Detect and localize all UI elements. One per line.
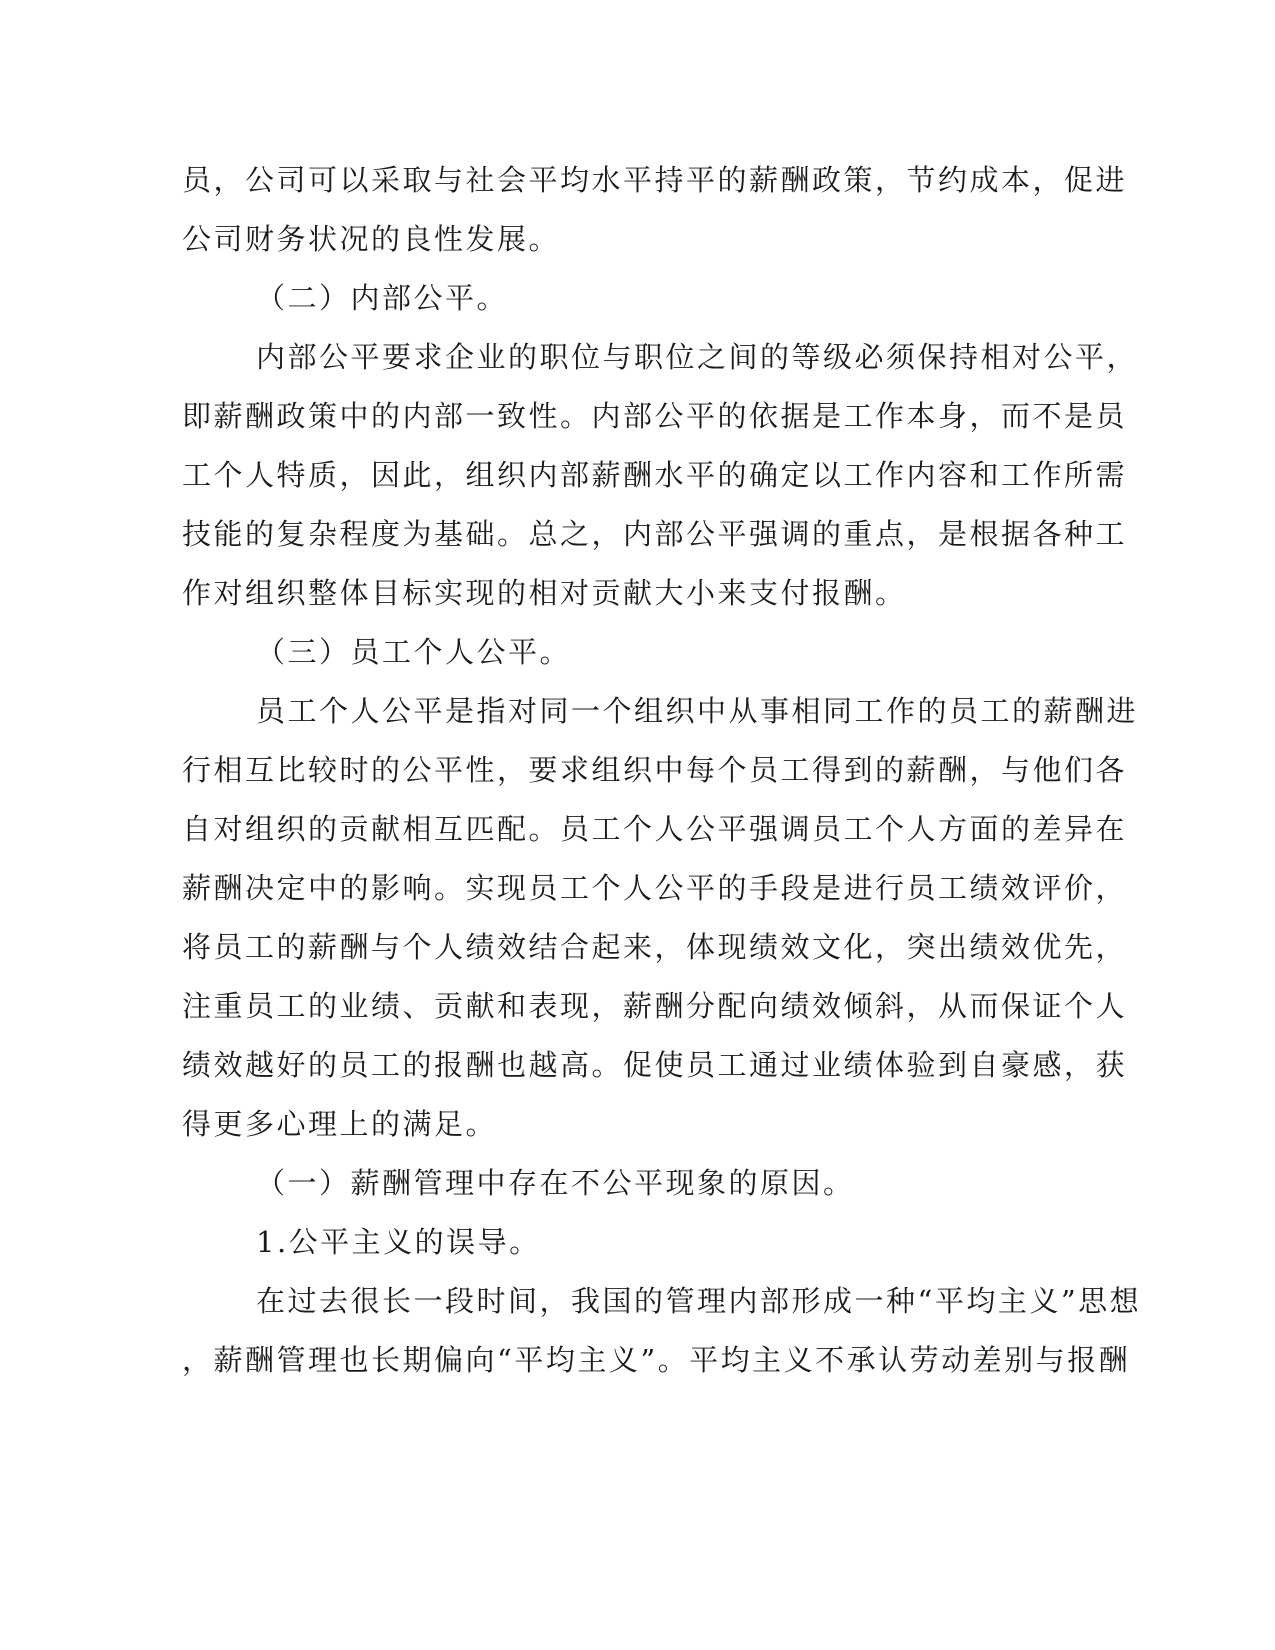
- section-heading: （三）员工个人公平。: [256, 635, 572, 669]
- text-line: 注重员工的业绩、贡献和表现，薪酬分配向绩效倾斜，从而保证个人: [182, 989, 1128, 1023]
- text-line: 工个人特质，因此，组织内部薪酬水平的确定以工作内容和工作所需: [182, 458, 1128, 492]
- text-line: 绩效越好的员工的报酬也越高。促使员工通过业绩体验到自豪感，获: [182, 1048, 1128, 1082]
- subsection-heading: 1.公平主义的误导。: [256, 1225, 541, 1259]
- text-line: 将员工的薪酬与个人绩效结合起来，体现绩效文化，突出绩效优先，: [182, 930, 1128, 964]
- section-heading: （二）内部公平。: [256, 281, 509, 315]
- text-line: 公司财务状况的良性发展。: [182, 222, 561, 256]
- text-line: 员工个人公平是指对同一个组织中从事相同工作的员工的薪酬进: [256, 694, 1139, 728]
- text-line: 在过去很长一段时间，我国的管理内部形成一种“平均主义”思想: [256, 1284, 1142, 1318]
- text-line: 内部公平要求企业的职位与职位之间的等级必须保持相对公平，: [256, 340, 1139, 374]
- text-line: 行相互比较时的公平性，要求组织中每个员工得到的薪酬，与他们各: [182, 753, 1128, 787]
- text-line: 即薪酬政策中的内部一致性。内部公平的依据是工作本身，而不是员: [182, 399, 1128, 433]
- section-heading: （一）薪酬管理中存在不公平现象的原因。: [256, 1166, 855, 1200]
- text-line: ，薪酬管理也长期偏向“平均主义”。平均主义不承认劳动差别与报酬: [182, 1343, 1131, 1377]
- text-line: 员，公司可以采取与社会平均水平持平的薪酬政策，节约成本，促进: [182, 163, 1128, 197]
- text-line: 得更多心理上的满足。: [182, 1107, 498, 1141]
- text-line: 自对组织的贡献相互匹配。员工个人公平强调员工个人方面的差异在: [182, 812, 1128, 846]
- text-line: 作对组织整体目标实现的相对贡献大小来支付报酬。: [182, 576, 907, 610]
- text-line: 技能的复杂程度为基础。总之，内部公平强调的重点，是根据各种工: [182, 517, 1128, 551]
- text-line: 薪酬决定中的影响。实现员工个人公平的手段是进行员工绩效评价，: [182, 871, 1128, 905]
